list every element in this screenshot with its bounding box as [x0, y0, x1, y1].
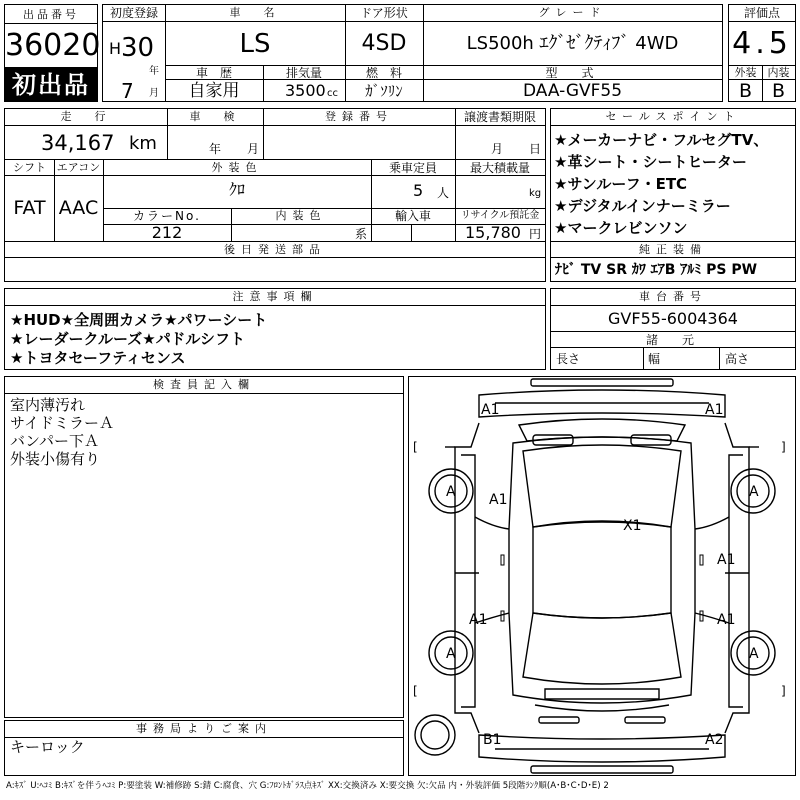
- inspector-box: [4, 376, 404, 718]
- capacity-value: 5: [413, 181, 424, 200]
- mark-roof: X1: [623, 518, 642, 534]
- damage-diagram: [408, 376, 796, 776]
- sales-point-1: ★メーカーナビ・フルセグTV、: [554, 131, 769, 149]
- inspector-label: 検査員記入欄: [153, 378, 255, 391]
- mileage-unit: km: [129, 133, 157, 154]
- mark-fender-left: A1: [489, 492, 508, 508]
- sales-points-label: セールスポイント: [605, 110, 741, 123]
- inspector-note-4: 外装小傷有り: [10, 450, 101, 468]
- intcolor-label: 内装色: [275, 209, 327, 222]
- mileage-value: 34,167: [41, 131, 115, 155]
- bracket-left-top: [: [413, 440, 418, 454]
- inspection-month: 月: [247, 142, 260, 156]
- mark-wheel-rr: A: [749, 646, 759, 662]
- chassis-box: [550, 288, 796, 370]
- cautions-label: 注意事項欄: [232, 290, 318, 303]
- bracket-right-top: ]: [781, 440, 786, 454]
- recycle-label: リサイクル預託金: [460, 210, 540, 221]
- recycle-value: 15,780: [465, 223, 521, 242]
- capacity-label: 乗車定員: [388, 161, 437, 175]
- disp-unit: cc: [327, 88, 338, 99]
- mark-front-left: A1: [481, 402, 500, 418]
- grade-label: グレード: [538, 6, 607, 19]
- reg-label: 初度登録: [109, 6, 158, 20]
- sales-point-3: ★サンルーフ・ETC: [554, 175, 688, 193]
- height-label: 高さ: [725, 352, 750, 366]
- office-label: 事務局よりご案内: [136, 722, 272, 735]
- lot-box: [4, 4, 101, 102]
- mark-rear-left: B1: [483, 732, 502, 748]
- dims-label: 諸 元: [645, 333, 700, 347]
- regno-label: 登録番号: [325, 110, 393, 123]
- transfer-day: 日: [529, 142, 542, 156]
- header-grid: [102, 4, 723, 102]
- length-label: 長さ: [556, 352, 581, 366]
- chassis-number: GVF55-6004364: [608, 309, 738, 328]
- colorno-value: 212: [151, 223, 183, 242]
- load-unit: kg: [529, 188, 542, 199]
- disp-value: 3500: [285, 81, 326, 100]
- bracket-left-bottom: [: [413, 684, 418, 698]
- caution-line-3: ★トヨタセーフティセンス: [10, 349, 186, 367]
- mark-wheel-rl: A: [446, 646, 456, 662]
- reg-month: 7: [121, 79, 134, 103]
- inspection-label: 車 検: [189, 110, 241, 123]
- disp-label: 排気量: [285, 66, 322, 80]
- inspector-note-2: サイドミラーＡ: [10, 414, 114, 432]
- first-listing-badge: 初出品: [5, 67, 97, 101]
- lot-number: 36020: [5, 28, 101, 63]
- color-value: ｸﾛ: [228, 180, 245, 199]
- import-label: 輸入車: [394, 209, 431, 223]
- ext-label: 外装: [734, 66, 757, 79]
- caution-line-1: ★HUD★全周囲カメラ★パワーシート: [10, 311, 268, 329]
- colorno-label: カラーNo.: [133, 209, 201, 223]
- shift-label: シフト: [13, 161, 46, 174]
- reg-year: 30: [121, 33, 155, 63]
- sales-point-5: ★マークレビンソン: [554, 219, 688, 237]
- caution-line-2: ★レーダークルーズ★パドルシフト: [10, 330, 246, 348]
- history-label: 車 歴: [195, 66, 232, 80]
- inspection-year: 年: [209, 142, 222, 156]
- chassis-label: 車台番号: [639, 290, 707, 303]
- mark-front-right: A1: [705, 402, 724, 418]
- mark-rear-door-right: A1: [717, 612, 736, 628]
- score-label: 評価点: [743, 6, 780, 20]
- score-value: 4.5: [732, 26, 792, 61]
- name-label: 車 名: [229, 6, 281, 19]
- width-label: 幅: [648, 352, 661, 366]
- ac-label: エアコン: [56, 161, 101, 174]
- int-label: 内装: [767, 66, 790, 79]
- reg-era: H: [109, 39, 122, 58]
- cautions-box: [4, 288, 546, 370]
- car-name: LS: [239, 29, 271, 59]
- bracket-right-bottom: ]: [781, 684, 786, 698]
- history-value: 自家用: [188, 81, 240, 101]
- mark-rear-right: A2: [705, 732, 724, 748]
- fuel-value: ｶﾞｿﾘﾝ: [365, 82, 403, 100]
- door-type: 4SD: [361, 31, 407, 56]
- office-note: キーロック: [10, 738, 85, 756]
- recycle-unit: 円: [529, 227, 542, 241]
- sales-point-4: ★デジタルインナーミラー: [554, 197, 731, 215]
- inspector-note-3: バンパー下Ａ: [10, 432, 99, 450]
- ext-grade: B: [738, 80, 753, 102]
- lot-label: 出品番号: [23, 8, 79, 21]
- car-outline: [409, 377, 795, 775]
- transfer-label: 譲渡書類期限: [463, 110, 536, 124]
- year-unit: 年: [149, 66, 159, 77]
- transfer-month: 月: [491, 142, 504, 156]
- score-box: [728, 4, 796, 102]
- later-parts-label: 後日発送部品: [224, 243, 326, 256]
- mark-rear-door-left: A1: [469, 612, 488, 628]
- fuel-label: 燃 料: [365, 66, 402, 80]
- ac-value: AAC: [58, 197, 99, 219]
- model-label: 型 式: [545, 66, 600, 80]
- specs-grid: [4, 108, 546, 282]
- mark-wheel-fr: A: [749, 484, 759, 500]
- month-unit: 月: [149, 88, 159, 99]
- sales-point-2: ★革シート・シートヒーター: [554, 153, 747, 171]
- shift-value: FAT: [13, 197, 46, 219]
- model-value: DAA-GVF55: [522, 81, 623, 101]
- grade-value: LS500h ｴｸﾞｾﾞｸﾃｨﾌﾞ 4WD: [466, 33, 679, 54]
- equipment-label: 純正装備: [639, 243, 707, 256]
- sales-points: [550, 108, 796, 282]
- intcolor-unit: 系: [355, 227, 368, 241]
- load-label: 最大積載量: [469, 161, 530, 175]
- inspector-note-1: 室内薄汚れ: [10, 396, 86, 414]
- legend-footer: A:ｷｽﾞ U:ﾍｺﾐ B:ｷｽﾞを伴うﾍｺﾐ P:要塗装 W:補修跡 S:錆 C:腐食、穴 G:ﾌﾛﾝﾄｶﾞﾗｽ点ｷｽﾞ XX:交換済み X:要交換 欠:欠品 内・外装評価 5段階ﾗﾝｸ順(A･B･C･D･E) 2: [6, 781, 609, 791]
- capacity-unit: 人: [437, 186, 450, 200]
- int-grade: B: [771, 80, 786, 102]
- equipment-value: ﾅﾋﾞ TV SR ｶﾜ ｴｱB ｱﾙﾐ PS PW: [555, 262, 758, 278]
- mark-wheel-fl: A: [446, 484, 456, 500]
- mileage-label: 走 行: [60, 110, 112, 123]
- door-label: ドア形状: [360, 6, 408, 20]
- color-label: 外装色: [211, 161, 263, 174]
- office-box: [4, 720, 404, 776]
- mark-door-right: A1: [717, 552, 736, 568]
